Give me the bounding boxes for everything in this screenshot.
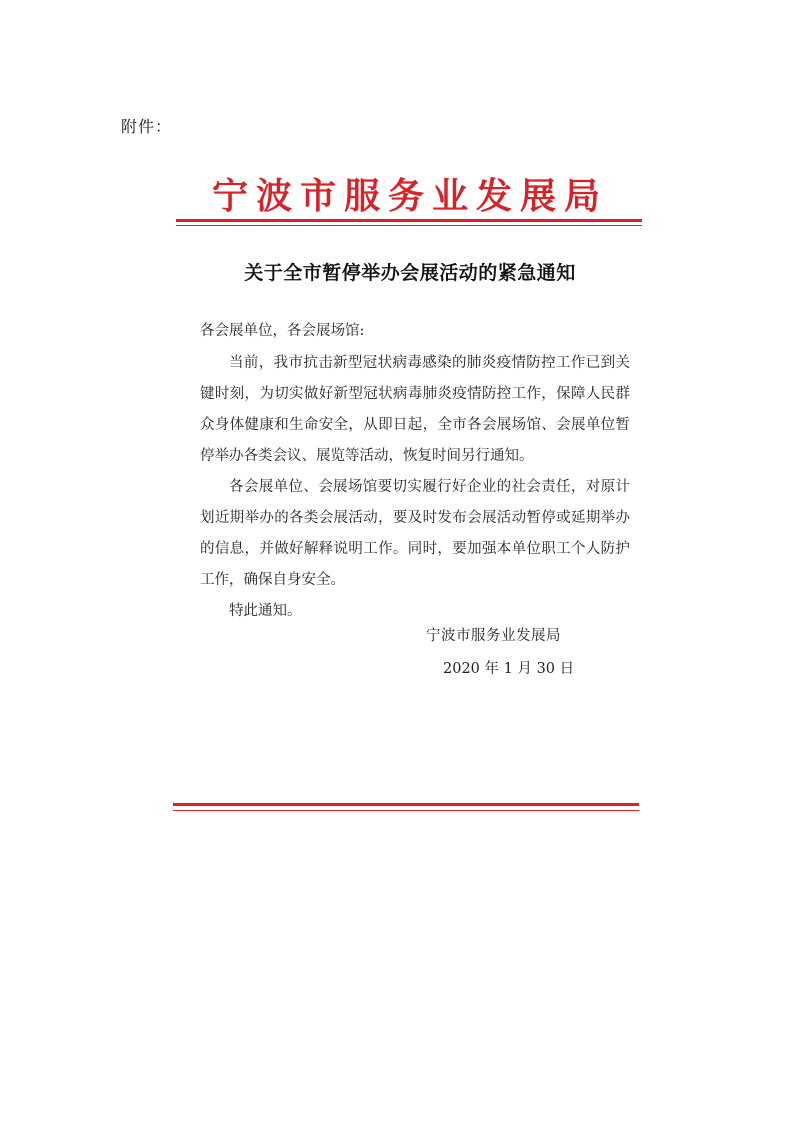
salutation: 各会展单位，各会展场馆: [200,323,365,339]
body-paragraph-1: 当前，我市抗击新型冠状病毒感染的肺炎疫情防控工作已到关键时刻，为切实做好新型冠状病毒肺炎疫情防控工作，保障人民群众身体健康和生命安全，从即日起，全市各会展场馆、会展单位暂停举办各类会议、展览等活动，恢复时间另行通知。 [200,355,630,464]
letterhead-rule-bottom [176,225,642,226]
footer-rule-bottom [173,810,639,811]
body-paragraph-3: 特此通知。 [229,603,302,619]
letterhead-title: 宁波市服务业发展局 [211,176,608,217]
footer-rule-top [173,803,639,806]
attachment-label: 附件： [121,117,173,136]
letterhead-rule-top [176,219,642,222]
body-paragraph-2: 各会展单位、会展场馆要切实履行好企业的社会责任，对原计划近期举办的各类会展活动，要及时发布会展活动暂停或延期举办的信息，并做好解释说明工作。同时，要加强本单位职工个人防护工作，确保自身安全。 [200,479,630,588]
notice-body [200,348,630,627]
signature-organization: 宁波市服务业发展局 [426,628,561,644]
signature-date: 2020 年 1 月 30 日 [443,661,575,677]
notice-title: 关于全市暂停举办会展活动的紧急通知 [244,262,576,284]
